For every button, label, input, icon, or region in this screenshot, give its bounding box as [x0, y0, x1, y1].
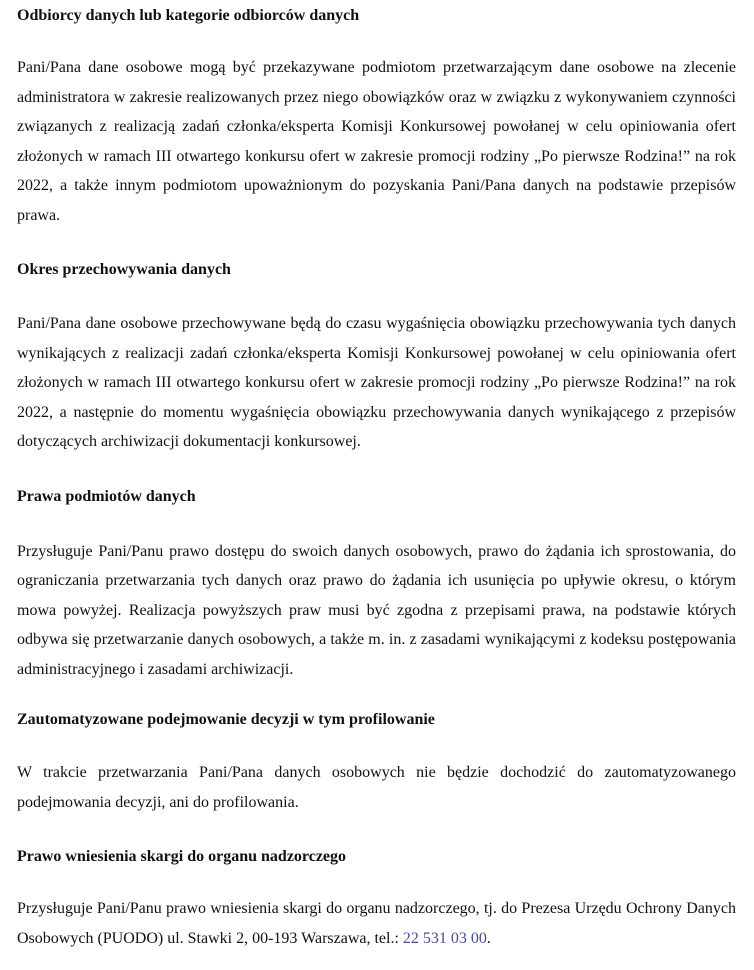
- complaint-text: Przysługuje Pani/Panu prawo wniesienia skargi do organu nadzorczego, tj. do Prezesa Urzędu Ochrony Danych Osobowych (PUODO) ul. Stawki 2, 00-193 Warszawa, tel.:: [17, 900, 736, 947]
- section-heading-recipients: Odbiorcy danych lub kategorie odbiorców danych: [17, 7, 360, 24]
- section-text-complaint: [17, 894, 736, 953]
- section-text-retention: Pani/Pana dane osobowe przechowywane będą do czasu wygaśnięcia obowiązku przechowywania tych danych wynikających z realizacji zadań członka/eksperta Komisji Konkursowej powołanej w celu opiniowania ofert złożonych w ramach III otwartego konkursu ofert w zakresie promocji rodziny „Po pierwsze Rodzina!” na rok 2022, a następnie do momentu wygaśnięcia obowiązku przechowywania danych wynikającego z przepisów dotyczących archiwizacji dokumentacji konkursowej.: [17, 315, 736, 450]
- section-heading-complaint: Prawo wniesienia skargi do organu nadzorczego: [17, 848, 347, 865]
- section-text-recipients: Pani/Pana dane osobowe mogą być przekazywane podmiotom przetwarzającym dane osobowe na zlecenie administratora w zakresie realizowanych przez niego obowiązków oraz w związku z wykonywaniem czynności związanych z realizacją zadań członka/eksperta Komisji Konkursowej powołanej w celu opiniowania ofert złożonych w ramach III otwartego konkursu ofert w zakresie promocji rodziny „Po pierwsze Rodzina!” na rok 2022, a także innym podmiotom upoważnionym do pozyskania Pani/Pana danych na podstawie przepisów prawa.: [17, 59, 736, 224]
- section-text-rights: Przysługuje Pani/Panu prawo dostępu do swoich danych osobowych, prawo do żądania ich sprostowania, do ograniczania przetwarzania tych danych oraz prawo do żądania ich usunięcia po upływie okresu, o którym mowa powyżej. Realizacja powyższych praw musi być zgodna z przepisami prawa, na podstawie których odbywa się przetwarzanie danych osobowych, a także m. in. z zasadami wynikającymi z kodeksu postępowania administracyjnego i zasadami archiwizacji.: [17, 542, 736, 678]
- complaint-text-end: .: [486, 929, 491, 947]
- section-heading-retention: Okres przechowywania danych: [17, 261, 231, 278]
- section-heading-rights: Prawa podmiotów danych: [17, 487, 196, 505]
- phone-number[interactable]: 22 531 03 00: [402, 929, 487, 947]
- section-heading-profiling: Zautomatyzowane podejmowanie decyzji w tym profilowanie: [17, 711, 435, 728]
- section-text-profiling: W trakcie przetwarzania Pani/Pana danych osobowych nie będzie dochodzić do zautomatyzowanego podejmowania decyzji, ani do profilowania.: [17, 764, 736, 811]
